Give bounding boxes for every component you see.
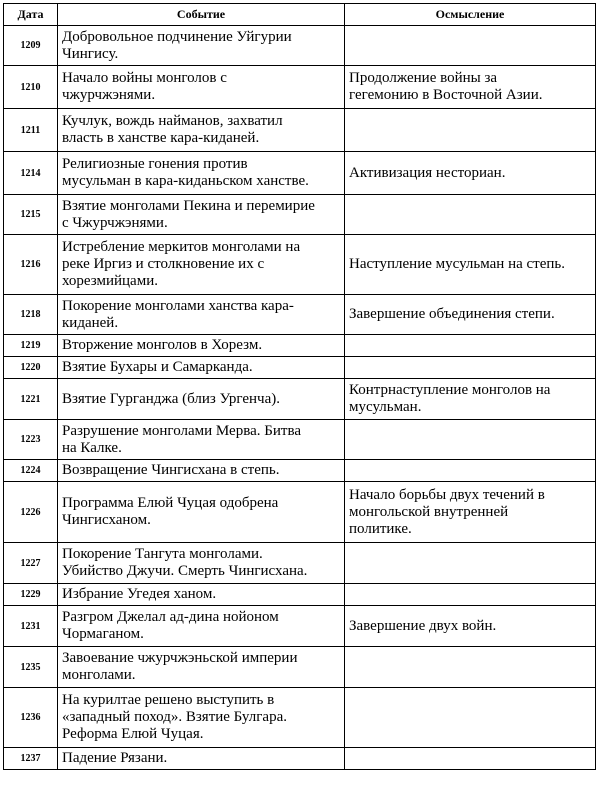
- event-line: Взятие монголами Пекина и перемирие: [62, 197, 315, 214]
- event-line: киданей.: [62, 314, 119, 331]
- date-cell: 1219: [4, 335, 58, 357]
- meaning-cell: [345, 584, 596, 606]
- meaning-cell: [345, 66, 596, 109]
- event-cell: [58, 748, 345, 770]
- header-date: Дата: [4, 4, 58, 26]
- date-cell: 1224: [4, 460, 58, 482]
- event-line: Взятие Гурганджа (близ Ургенча).: [62, 390, 280, 407]
- date-cell: 1220: [4, 357, 58, 379]
- event-cell: [58, 295, 345, 335]
- table-row: [4, 543, 596, 584]
- meaning-line: Продолжение войны за: [349, 70, 498, 86]
- header-meaning: Осмысление: [345, 4, 596, 26]
- event-cell: [58, 482, 345, 543]
- event-line: Покорение монголами ханства кара-: [62, 297, 294, 314]
- meaning-line: мусульман.: [349, 399, 422, 415]
- event-cell: [58, 26, 345, 66]
- event-line: На курилтае решено выступить в: [62, 692, 275, 708]
- event-cell: [58, 420, 345, 460]
- table-row: [4, 420, 596, 460]
- table-row: [4, 235, 596, 295]
- event-line: Чингису.: [62, 45, 119, 62]
- table-row: [4, 379, 596, 420]
- event-cell: [58, 66, 345, 109]
- event-cell: [58, 647, 345, 688]
- date-cell: 1235: [4, 647, 58, 688]
- event-line: монголами.: [62, 667, 136, 683]
- event-line: Покорение Тангута монголами.: [62, 546, 263, 562]
- meaning-cell: [345, 748, 596, 770]
- event-line: Разрушение монголами Мерва. Битва: [62, 422, 301, 439]
- event-cell: [58, 152, 345, 195]
- table-row: [4, 647, 596, 688]
- table-row: [4, 109, 596, 152]
- event-cell: [58, 195, 345, 235]
- table-row: [4, 195, 596, 235]
- event-line: Падение Рязани.: [62, 750, 168, 766]
- meaning-cell: [345, 688, 596, 748]
- date-cell: 1215: [4, 195, 58, 235]
- meaning-line: Активизация несториан.: [349, 164, 506, 181]
- event-line: Кучлук, вождь найманов, захватил: [62, 113, 283, 129]
- meaning-line: Завершение объединения степи.: [349, 306, 555, 322]
- date-cell: 1237: [4, 748, 58, 770]
- event-line: Чормаганом.: [62, 626, 144, 642]
- date-cell: 1214: [4, 152, 58, 195]
- table-row: [4, 152, 596, 195]
- meaning-cell: [345, 647, 596, 688]
- table-row: [4, 295, 596, 335]
- meaning-cell: [345, 26, 596, 66]
- table-row: [4, 584, 596, 606]
- meaning-cell: [345, 109, 596, 152]
- event-cell: [58, 688, 345, 748]
- table-row: [4, 688, 596, 748]
- event-line: Взятие Бухары и Самарканда.: [62, 359, 253, 375]
- meaning-cell: [345, 152, 596, 195]
- meaning-cell: [345, 295, 596, 335]
- table-row: [4, 606, 596, 647]
- meaning-line: Контрнаступление монголов на: [349, 382, 551, 398]
- table-row: [4, 460, 596, 482]
- table-row: [4, 335, 596, 357]
- table-row: [4, 26, 596, 66]
- date-cell: 1226: [4, 482, 58, 543]
- table-row: [4, 482, 596, 543]
- event-cell: [58, 584, 345, 606]
- meaning-line: Наступление мусульман на степь.: [349, 256, 566, 272]
- event-line: на Калке.: [62, 439, 122, 456]
- event-line: Разгром Джелал ад-дина нойоном: [62, 609, 279, 625]
- event-line: мусульман в кара-киданьском ханстве.: [62, 173, 309, 189]
- event-cell: [58, 109, 345, 152]
- event-line: Чингисханом.: [62, 512, 151, 528]
- event-line: чжурчжэнями.: [62, 87, 156, 103]
- event-line: хорезмийцами.: [62, 273, 158, 289]
- date-cell: 1236: [4, 688, 58, 748]
- header-row: [4, 4, 596, 26]
- event-cell: [58, 379, 345, 420]
- date-cell: 1218: [4, 295, 58, 335]
- event-line: Добровольное подчинение Уйгурии: [62, 28, 292, 45]
- meaning-line: политике.: [349, 520, 412, 537]
- event-cell: [58, 543, 345, 584]
- event-line: Возвращение Чингисхана в степь.: [62, 462, 280, 478]
- chronology-table: [3, 3, 596, 770]
- event-line: Реформа Елюй Чуцая.: [62, 726, 204, 742]
- meaning-cell: [345, 606, 596, 647]
- meaning-cell: [345, 420, 596, 460]
- meaning-cell: [345, 195, 596, 235]
- event-cell: [58, 460, 345, 482]
- date-cell: 1227: [4, 543, 58, 584]
- header-event: Событие: [58, 4, 345, 26]
- event-line: власть в ханстве кара-киданей.: [62, 130, 260, 146]
- event-cell: [58, 606, 345, 647]
- event-cell: [58, 357, 345, 379]
- event-line: Истребление меркитов монголами на: [62, 239, 301, 255]
- event-line: Вторжение монголов в Хорезм.: [62, 337, 263, 353]
- date-cell: 1209: [4, 26, 58, 66]
- meaning-cell: [345, 543, 596, 584]
- event-line: Завоевание чжурчжэньской империи: [62, 650, 298, 666]
- event-line: Религиозные гонения против: [62, 156, 248, 172]
- date-cell: 1221: [4, 379, 58, 420]
- event-line: с Чжурчжэнями.: [62, 214, 168, 231]
- event-cell: [58, 335, 345, 357]
- meaning-cell: [345, 357, 596, 379]
- table-row: [4, 66, 596, 109]
- meaning-cell: [345, 482, 596, 543]
- event-line: «западный поход». Взятие Булгара.: [62, 709, 287, 725]
- date-cell: 1216: [4, 235, 58, 295]
- event-line: Начало войны монголов с: [62, 70, 227, 86]
- date-cell: 1231: [4, 606, 58, 647]
- meaning-line: Завершение двух войн.: [349, 617, 497, 634]
- event-line: Программа Елюй Чуцая одобрена: [62, 495, 279, 511]
- meaning-line: монгольской внутренней: [349, 503, 509, 520]
- event-line: реке Иргиз и столкновение их с: [62, 256, 265, 272]
- event-cell: [58, 235, 345, 295]
- date-cell: 1210: [4, 66, 58, 109]
- table-row: [4, 748, 596, 770]
- date-cell: 1223: [4, 420, 58, 460]
- meaning-line: Начало борьбы двух течений в: [349, 486, 545, 503]
- date-cell: 1211: [4, 109, 58, 152]
- meaning-cell: [345, 235, 596, 295]
- meaning-cell: [345, 460, 596, 482]
- meaning-cell: [345, 335, 596, 357]
- meaning-line: гегемонию в Восточной Азии.: [349, 87, 543, 103]
- table-row: [4, 357, 596, 379]
- meaning-cell: [345, 379, 596, 420]
- event-line: Убийство Джучи. Смерть Чингисхана.: [62, 563, 308, 579]
- event-line: Избрание Угедея ханом.: [62, 586, 217, 602]
- date-cell: 1229: [4, 584, 58, 606]
